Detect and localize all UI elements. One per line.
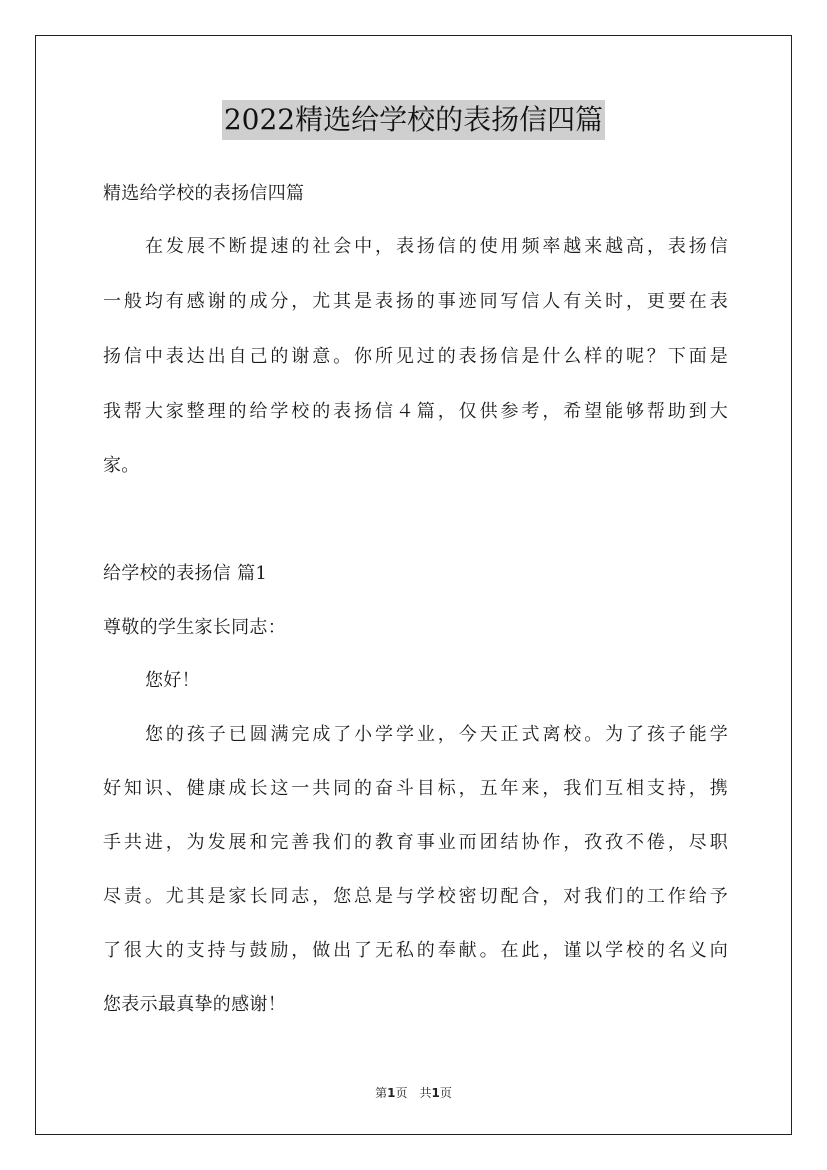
footer-mid: 页 共	[395, 1086, 432, 1100]
document-subtitle: 精选给学校的表扬信四篇	[103, 183, 305, 204]
document-title: 2022精选给学校的表扬信四篇	[222, 100, 605, 140]
body-line-2: 好知识、健康成长这一共同的奋斗目标，五年来，我们互相支持，携	[103, 778, 728, 799]
page-footer	[0, 1084, 827, 1101]
greeting: 您好！	[145, 670, 200, 691]
body-line-1: 您的孩子已圆满完成了小学学业，今天正式离校。为了孩子能学	[145, 724, 728, 745]
section-heading: 给学校的表扬信 篇1	[103, 563, 268, 584]
body-line-3: 手共进，为发展和完善我们的教育事业而团结协作，孜孜不倦，尽职	[103, 832, 728, 853]
intro-line-5: 家。	[103, 455, 140, 476]
intro-line-3: 扬信中表达出自己的谢意。你所见过的表扬信是什么样的呢？下面是	[103, 346, 728, 367]
footer-page-number: 1	[387, 1086, 396, 1100]
body-line-5: 了很大的支持与鼓励，做出了无私的奉献。在此，谨以学校的名义向	[103, 940, 728, 961]
footer-suffix: 页	[439, 1086, 452, 1100]
footer-page-total: 1	[431, 1086, 440, 1100]
intro-line-1: 在发展不断提速的社会中，表扬信的使用频率越来越高，表扬信	[145, 236, 728, 257]
body-line-4: 尽责。尤其是家长同志，您总是与学校密切配合，对我们的工作给予	[103, 886, 728, 907]
footer-prefix: 第	[375, 1086, 388, 1100]
salutation: 尊敬的学生家长同志：	[103, 617, 286, 638]
intro-line-2: 一般均有感谢的成分，尤其是表扬的事迹同写信人有关时，更要在表	[103, 291, 728, 312]
body-line-6: 您表示最真挚的感谢！	[103, 994, 286, 1015]
intro-line-4: 我帮大家整理的给学校的表扬信４篇，仅供参考，希望能够帮助到大	[103, 401, 728, 422]
title-container	[0, 100, 827, 140]
